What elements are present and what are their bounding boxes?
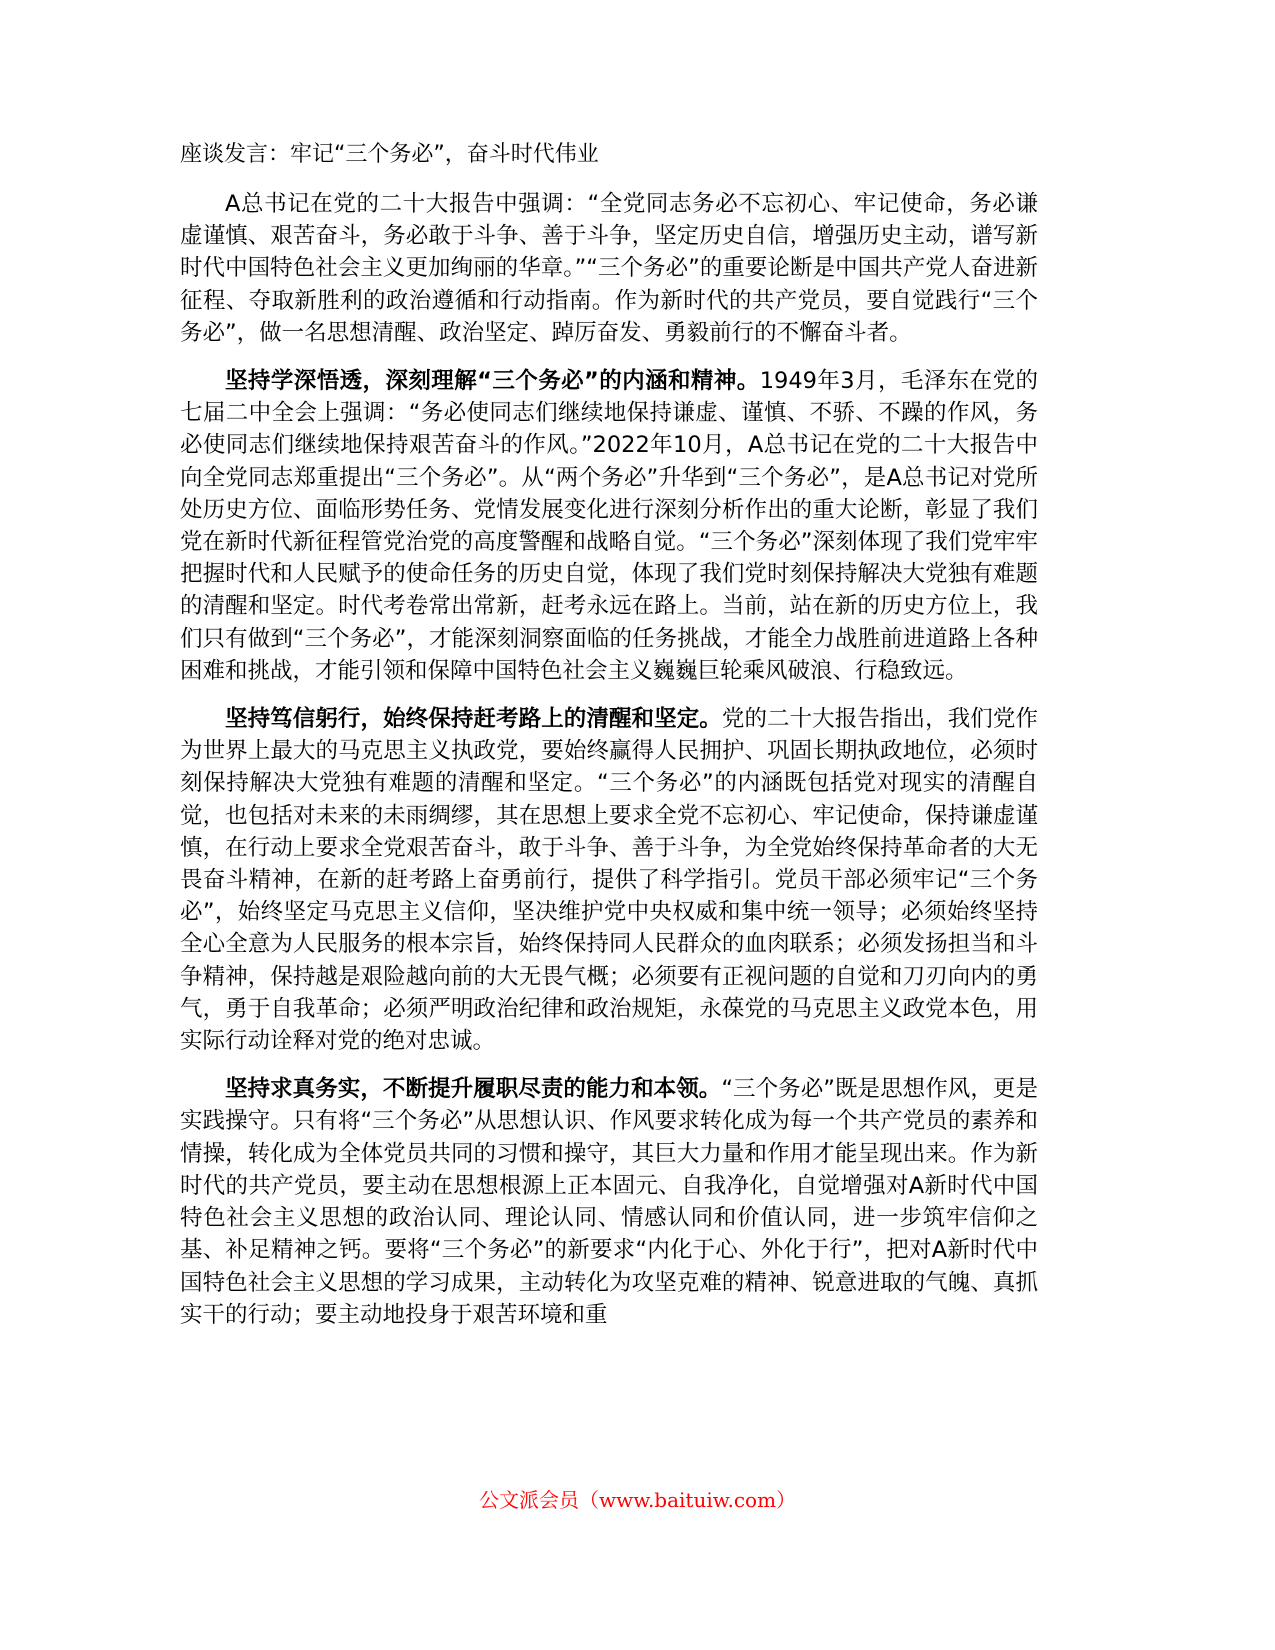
paragraph-lead: 坚持学深悟透，深刻理解“三个务必”的内涵和精神。	[225, 368, 760, 395]
paragraph-intro	[180, 188, 1038, 349]
paragraph-lead: 坚持笃信躬行，始终保持赶考路上的清醒和坚定。	[225, 706, 722, 733]
footer-site-name: 公文派会员	[478, 1488, 579, 1512]
paragraph-text: 党的二十大报告指出，我们党作为世界上最大的马克思主义执政党，要始终赢得人民拥护、巩固长期执政地位，必须时刻保持解决大党独有难题的清醒和坚定。“三个务必”的内涵既包括党对现实的清醒自觉，也包括对未来的未雨绸缪，其在思想上要求全党不忘初心、牢记使命，保持谦虚谨慎，在行动上要求全党艰苦奋斗，敢于斗争、善于斗争，为全党始终保持革命者的大无畏奋斗精神，在新的赶考路上奋勇前行，提供了科学指引。党员干部必须牢记“三个务必”，始终坚定马克思主义信仰，坚决维护党中央权威和集中统一领导；必须始终坚持全心全意为人民服务的根本宗旨，始终保持同人民群众的血肉联系；必须发扬担当和斗争精神，保持越是艰险越向前的大无畏气概；必须要有正视问题的自觉和刀刃向内的勇气，勇于自我革命；必须严明政治纪律和政治规矩，永葆党的马克思主义政党本色，用实际行动诠释对党的绝对忠诚。	[180, 706, 1038, 1055]
paragraph-text: “三个务必”既是思想作风，更是实践操守。只有将“三个务必”从思想认识、作风要求转化成为每一个共产党员的素养和情操，转化成为全体党员共同的习惯和操守，其巨大力量和作用才能呈现出来。作为新时代的共产党员，要主动在思想根源上正本固元、自我净化，自觉增强对A新时代中国特色社会主义思想的政治认同、理论认同、情感认同和价值认同，进一步筑牢信仰之基、补足精神之钙。要将“三个务必”的新要求“内化于心、外化于行”，把对A新时代中国特色社会主义思想的学习成果，主动转化为攻坚克难的精神、锐意进取的气魄、真抓实干的行动；要主动地投身于艰苦环境和重	[180, 1076, 1038, 1328]
paragraph-lead: 坚持求真务实，不断提升履职尽责的能力和本领。	[225, 1076, 722, 1103]
paragraph-section-2	[180, 703, 1038, 1057]
paragraph-text: 1949年3月，毛泽东在党的七届二中全会上强调：“务必使同志们继续地保持谦虚、谨慎、不骄、不躁的作风，务必使同志们继续地保持艰苦奋斗的作风。”2022年10月，A总书记在党的二十大报告中向全党同志郑重提出“三个务必”。从“两个务必”升华到“三个务必”，是A总书记对党所处历史方位、面临形势任务、党情发展变化进行深刻分析作出的重大论断，彰显了我们党在新时代新征程管党治党的高度警醒和战略自觉。“三个务必”深刻体现了我们党牢牢把握时代和人民赋予的使命任务的历史自觉，体现了我们党时刻保持解决大党独有难题的清醒和坚定。时代考卷常出常新，赶考永远在路上。当前，站在新的历史方位上，我们只有做到“三个务必”，才能深刻洞察面临的任务挑战，才能全力战胜前进道路上各种困难和挑战，才能引领和保障中国特色社会主义巍巍巨轮乘风破浪、行稳致远。	[180, 368, 1038, 684]
footer-url-link[interactable]: www.baituiw.com	[598, 1488, 777, 1512]
paragraph-section-1	[180, 365, 1038, 687]
paragraph-section-3	[180, 1073, 1038, 1331]
footer-paren-close: ）	[776, 1488, 797, 1512]
document-page	[180, 138, 1038, 1347]
paragraph-text: A总书记在党的二十大报告中强调：“全党同志务必不忘初心、牢记使命，务必谦虚谨慎、艰苦奋斗，务必敢于斗争、善于斗争，坚定历史自信，增强历史主动，谱写新时代中国特色社会主义更加绚丽的华章。”“三个务必”的重要论断是中国共产党人奋进新征程、夺取新胜利的政治遵循和行动指南。作为新时代的共产党员，要自觉践行“三个务必”，做一名思想清醒、政治坚定、踔厉奋发、勇毅前行的不懈奋斗者。	[180, 191, 1038, 346]
document-title: 座谈发言：牢记“三个务必”，奋斗时代伟业	[180, 142, 599, 167]
footer-watermark	[0, 1486, 1275, 1514]
footer-paren-open: （	[578, 1488, 599, 1512]
